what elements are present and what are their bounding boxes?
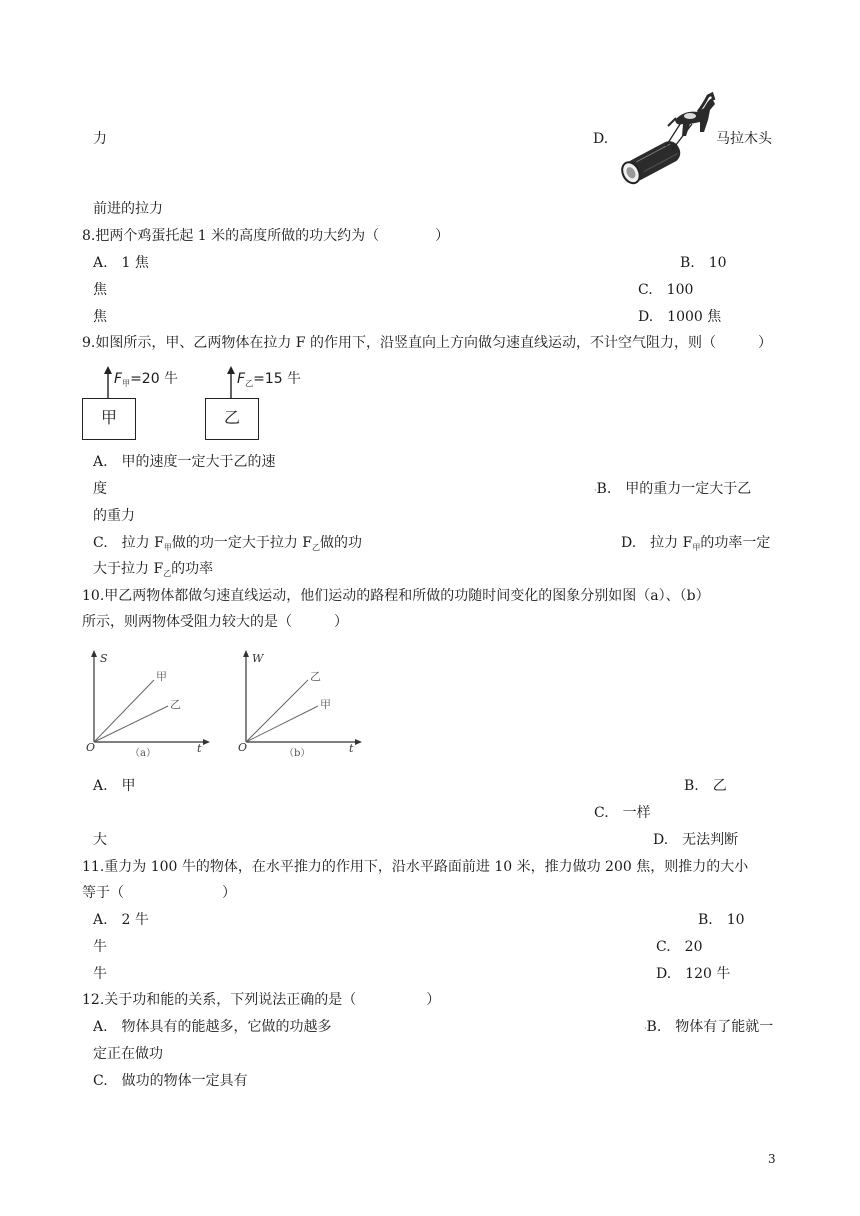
q8-option-d: D. 1000 焦 xyxy=(638,309,722,325)
graph-a-caption: （a） xyxy=(130,748,156,759)
q7-option-d-label: D. xyxy=(593,131,609,147)
q11-stem-line1: 11.重力为 100 牛的物体，在水平推力的作用下，沿水平路面前进 10 米，推力做功 200 焦，则推力的大小 xyxy=(82,859,749,875)
q9-option-b: ·B. 甲的重力一定大于乙 xyxy=(594,481,752,497)
q11-option-b: B. 10 xyxy=(698,912,745,928)
q8-option-a: A. 1 焦 xyxy=(93,255,149,271)
q8-option-c-unit: 焦 xyxy=(93,309,107,325)
q7-option-c-tail: 力 xyxy=(93,131,107,147)
q10-option-c: C. 一样 xyxy=(594,805,651,821)
q12-option-a: A. 物体具有的能越多，它做的功越多 xyxy=(93,1019,332,1035)
q11-option-c-unit: 牛 xyxy=(93,966,107,982)
q12-stem: 12.关于功和能的关系，下列说法正确的是（ ） xyxy=(82,992,441,1008)
force-label-jia: $F_甲=20$ 牛 xyxy=(114,371,179,388)
q10-stem-line1: 10.甲乙两物体都做匀速直线运动，他们运动的路程和所做的功随时间变化的图象分别如图（a）、（b） xyxy=(82,588,710,604)
q8-option-b-unit: 焦 xyxy=(93,282,107,298)
q8-stem: 8.把两个鸡蛋托起 1 米的高度所做的功大约为（ ） xyxy=(82,228,450,244)
graph-b xyxy=(236,650,366,760)
q7-option-d-text: 马拉木头 xyxy=(716,131,772,147)
graph-b-line-yi xyxy=(246,680,308,742)
graph-b-label-jia: 甲 xyxy=(320,698,331,711)
q10-option-b: B. 乙 xyxy=(684,778,727,794)
q8-option-b: B. 10 xyxy=(680,255,727,271)
graph-b-label-yi: 乙 xyxy=(310,670,321,683)
q11-stem-line2: 等于（ ） xyxy=(82,885,236,901)
graph-b-line-jia xyxy=(246,706,318,742)
graph-b-origin: O xyxy=(238,741,248,754)
box-yi: 乙 xyxy=(205,398,259,440)
q7-option-d-continuation: 前进的拉力 xyxy=(93,201,163,217)
q9-option-d: D. 拉力 $F_甲$的功率一定 xyxy=(621,535,771,552)
graph-b-y-label: W xyxy=(252,652,264,665)
graph-b-x-label: t xyxy=(349,742,354,755)
q10-stem-line2: 所示，则两物体受阻力较大的是（ ） xyxy=(82,614,348,630)
graph-a-label-jia: 甲 xyxy=(156,670,167,683)
q9-option-c: C. 拉力 $F_甲$做的功一定大于拉力 $F_乙$做的功 xyxy=(93,535,362,552)
q9-option-a: A. 甲的速度一定大于乙的速 xyxy=(93,454,276,470)
q10-option-a: A. 甲 xyxy=(93,778,136,794)
q8-option-c: C. 100 xyxy=(638,282,694,298)
graph-a-line-yi xyxy=(94,706,168,742)
q12-option-c: C. 做功的物体一定具有 xyxy=(93,1073,248,1089)
horse-pulling-log-image xyxy=(620,86,718,190)
q9-option-b-continuation: 的重力 xyxy=(93,508,135,524)
q9-option-d-continuation: 大于拉力 $F_乙$的功率 xyxy=(93,561,214,578)
graph-b-caption: （b） xyxy=(284,748,311,759)
q10-option-c-continuation: 大 xyxy=(93,832,107,848)
q9-stem: 9.如图所示，甲、乙两物体在拉力 F 的作用下，沿竖直向上方向做匀速直线运动，不计空气阻力，则（ ） xyxy=(82,335,772,351)
graph-a xyxy=(84,650,214,760)
q12-option-b-continuation: 定正在做功 xyxy=(93,1046,163,1062)
graph-a-origin: O xyxy=(86,741,96,754)
q11-option-b-unit: 牛 xyxy=(93,939,107,955)
graph-a-x-label: t xyxy=(197,742,202,755)
q11-option-c: C. 20 xyxy=(656,939,703,955)
q10-option-d: D. 无法判断 xyxy=(653,832,739,848)
graph-a-label-yi: 乙 xyxy=(170,698,181,711)
graph-a-y-label: S xyxy=(100,652,108,665)
box-jia: 甲 xyxy=(82,398,136,440)
page-number: 3 xyxy=(768,1152,776,1166)
q11-option-a: A. 2 牛 xyxy=(93,912,149,928)
q12-option-b: ·B. 物体有了能就一 xyxy=(644,1019,774,1035)
graph-a-line-jia xyxy=(94,680,154,742)
force-label-yi: $F_乙=15$ 牛 xyxy=(237,371,302,388)
q9-option-a-continuation: 度 xyxy=(93,481,107,497)
q11-option-d: D. 120 牛 xyxy=(656,966,731,982)
